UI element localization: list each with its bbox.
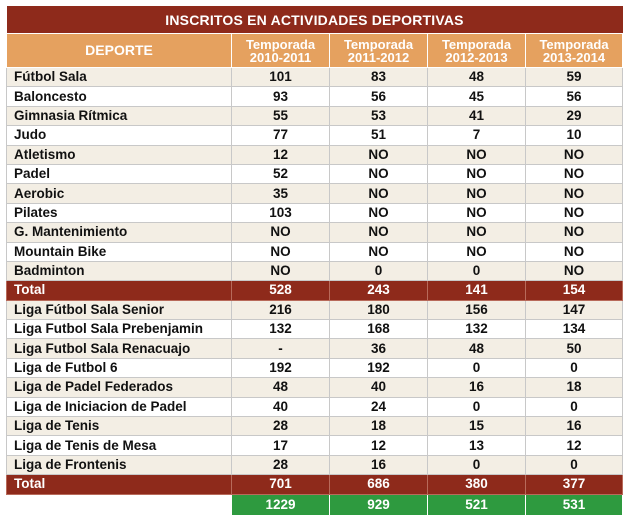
- grand-total-spacer: [7, 494, 232, 515]
- enrollment-value-cell: NO: [232, 261, 330, 280]
- enrollment-value-cell: NO: [330, 223, 428, 242]
- enrollment-value-cell: NO: [526, 184, 623, 203]
- sport-name-cell: Mountain Bike: [7, 242, 232, 261]
- sport-name-cell: Padel: [7, 164, 232, 183]
- table-row: [7, 378, 623, 397]
- table-row: [7, 145, 623, 164]
- enrollment-value-cell: NO: [330, 184, 428, 203]
- enrollment-value-cell: 7: [428, 126, 526, 145]
- enrollment-value-cell: 55: [232, 106, 330, 125]
- table-row: [7, 455, 623, 474]
- total-value-cell: 380: [428, 475, 526, 494]
- table-row: [7, 106, 623, 125]
- enrollment-value-cell: 16: [330, 455, 428, 474]
- enrollment-value-cell: 132: [232, 320, 330, 339]
- table-row: [7, 164, 623, 183]
- header-season-2011-2012: Temporada 2011-2012: [330, 34, 428, 68]
- sport-name-cell: Liga de Tenis de Mesa: [7, 436, 232, 455]
- enrollment-value-cell: 28: [232, 417, 330, 436]
- enrollment-value-cell: 16: [526, 417, 623, 436]
- enrollment-value-cell: NO: [526, 242, 623, 261]
- enrollment-value-cell: 28: [232, 455, 330, 474]
- enrollment-value-cell: 0: [428, 261, 526, 280]
- enrollment-value-cell: 0: [428, 397, 526, 416]
- enrollment-value-cell: NO: [428, 164, 526, 183]
- sport-name-cell: Pilates: [7, 203, 232, 222]
- grand-total-value-cell: 521: [428, 494, 526, 515]
- total-value-cell: 701: [232, 475, 330, 494]
- enrollment-value-cell: NO: [330, 203, 428, 222]
- table-row: [7, 397, 623, 416]
- enrollment-value-cell: NO: [330, 164, 428, 183]
- enrollment-value-cell: 52: [232, 164, 330, 183]
- enrollment-value-cell: 40: [330, 378, 428, 397]
- table-row: [7, 358, 623, 377]
- total-label: Total: [7, 475, 232, 494]
- enrollment-value-cell: NO: [232, 242, 330, 261]
- enrollment-value-cell: 101: [232, 68, 330, 87]
- grand-total-value-cell: 531: [526, 494, 623, 515]
- header-season-2013-2014: Temporada 2013-2014: [526, 34, 623, 68]
- enrollment-value-cell: 77: [232, 126, 330, 145]
- enrollment-value-cell: NO: [526, 223, 623, 242]
- grand-total-value-cell: 929: [330, 494, 428, 515]
- enrollment-value-cell: 18: [330, 417, 428, 436]
- enrollment-value-cell: 13: [428, 436, 526, 455]
- enrollment-value-cell: NO: [232, 223, 330, 242]
- enrollment-value-cell: 134: [526, 320, 623, 339]
- enrollment-value-cell: 29: [526, 106, 623, 125]
- enrollment-value-cell: 180: [330, 300, 428, 319]
- total-label: Total: [7, 281, 232, 300]
- enrollment-value-cell: NO: [428, 242, 526, 261]
- enrollment-value-cell: 0: [526, 455, 623, 474]
- sport-name-cell: Liga Fútbol Sala Senior: [7, 300, 232, 319]
- enrollment-value-cell: 103: [232, 203, 330, 222]
- sports-enrollment-table-container: [6, 6, 622, 516]
- enrollment-value-cell: 192: [330, 358, 428, 377]
- total-row-leagues: [7, 475, 623, 494]
- header-season-2010-2011: Temporada 2010-2011: [232, 34, 330, 68]
- enrollment-value-cell: 35: [232, 184, 330, 203]
- sport-name-cell: Badminton: [7, 261, 232, 280]
- grand-total-row: [7, 494, 623, 515]
- enrollment-value-cell: 10: [526, 126, 623, 145]
- enrollment-value-cell: 48: [428, 68, 526, 87]
- table-row: [7, 242, 623, 261]
- enrollment-value-cell: 0: [428, 358, 526, 377]
- enrollment-value-cell: 56: [330, 87, 428, 106]
- enrollment-value-cell: 12: [526, 436, 623, 455]
- enrollment-value-cell: 51: [330, 126, 428, 145]
- enrollment-value-cell: 93: [232, 87, 330, 106]
- total-value-cell: 154: [526, 281, 623, 300]
- enrollment-value-cell: 0: [526, 358, 623, 377]
- enrollment-value-cell: 168: [330, 320, 428, 339]
- total-value-cell: 528: [232, 281, 330, 300]
- enrollment-value-cell: 18: [526, 378, 623, 397]
- enrollment-value-cell: 48: [428, 339, 526, 358]
- grand-total-value-cell: 1229: [232, 494, 330, 515]
- table-body: [7, 68, 623, 516]
- enrollment-value-cell: 56: [526, 87, 623, 106]
- enrollment-value-cell: -: [232, 339, 330, 358]
- sport-name-cell: Liga de Padel Federados: [7, 378, 232, 397]
- sport-name-cell: Aerobic: [7, 184, 232, 203]
- table-row: [7, 87, 623, 106]
- enrollment-value-cell: NO: [330, 242, 428, 261]
- enrollment-value-cell: 132: [428, 320, 526, 339]
- table-row: [7, 436, 623, 455]
- table-row: [7, 203, 623, 222]
- enrollment-value-cell: NO: [428, 145, 526, 164]
- table-row: [7, 320, 623, 339]
- table-row: [7, 223, 623, 242]
- enrollment-value-cell: 59: [526, 68, 623, 87]
- sport-name-cell: Liga Futbol Sala Prebenjamin: [7, 320, 232, 339]
- enrollment-value-cell: 0: [526, 397, 623, 416]
- header-deporte: DEPORTE: [7, 34, 232, 68]
- total-value-cell: 686: [330, 475, 428, 494]
- table-row: [7, 68, 623, 87]
- sport-name-cell: Fútbol Sala: [7, 68, 232, 87]
- table-row: [7, 261, 623, 280]
- enrollment-value-cell: 147: [526, 300, 623, 319]
- enrollment-value-cell: NO: [428, 223, 526, 242]
- enrollment-value-cell: 17: [232, 436, 330, 455]
- enrollment-value-cell: NO: [428, 203, 526, 222]
- sport-name-cell: Judo: [7, 126, 232, 145]
- header-season-2012-2013: Temporada 2012-2013: [428, 34, 526, 68]
- sport-name-cell: Liga de Tenis: [7, 417, 232, 436]
- enrollment-value-cell: NO: [526, 164, 623, 183]
- enrollment-value-cell: NO: [428, 184, 526, 203]
- sports-enrollment-table: [6, 6, 623, 516]
- sport-name-cell: Liga de Futbol 6: [7, 358, 232, 377]
- sport-name-cell: G. Mantenimiento: [7, 223, 232, 242]
- enrollment-value-cell: 0: [330, 261, 428, 280]
- enrollment-value-cell: 216: [232, 300, 330, 319]
- sport-name-cell: Gimnasia Rítmica: [7, 106, 232, 125]
- total-row-activities: [7, 281, 623, 300]
- table-row: [7, 184, 623, 203]
- table-row: [7, 339, 623, 358]
- enrollment-value-cell: 41: [428, 106, 526, 125]
- enrollment-value-cell: 24: [330, 397, 428, 416]
- enrollment-value-cell: NO: [526, 145, 623, 164]
- enrollment-value-cell: NO: [526, 261, 623, 280]
- sport-name-cell: Liga de Iniciacion de Padel: [7, 397, 232, 416]
- sport-name-cell: Liga de Frontenis: [7, 455, 232, 474]
- sport-name-cell: Baloncesto: [7, 87, 232, 106]
- enrollment-value-cell: 12: [232, 145, 330, 164]
- enrollment-value-cell: 15: [428, 417, 526, 436]
- table-row: [7, 126, 623, 145]
- enrollment-value-cell: 40: [232, 397, 330, 416]
- header-row: [7, 34, 623, 68]
- enrollment-value-cell: NO: [526, 203, 623, 222]
- total-value-cell: 243: [330, 281, 428, 300]
- enrollment-value-cell: 12: [330, 436, 428, 455]
- enrollment-value-cell: 53: [330, 106, 428, 125]
- total-value-cell: 141: [428, 281, 526, 300]
- table-title: INSCRITOS EN ACTIVIDADES DEPORTIVAS: [7, 6, 623, 34]
- enrollment-value-cell: 48: [232, 378, 330, 397]
- enrollment-value-cell: 0: [428, 455, 526, 474]
- sport-name-cell: Atletismo: [7, 145, 232, 164]
- total-value-cell: 377: [526, 475, 623, 494]
- enrollment-value-cell: 192: [232, 358, 330, 377]
- table-row: [7, 417, 623, 436]
- enrollment-value-cell: 156: [428, 300, 526, 319]
- table-row: [7, 300, 623, 319]
- enrollment-value-cell: 50: [526, 339, 623, 358]
- enrollment-value-cell: 36: [330, 339, 428, 358]
- enrollment-value-cell: 45: [428, 87, 526, 106]
- enrollment-value-cell: 16: [428, 378, 526, 397]
- enrollment-value-cell: 83: [330, 68, 428, 87]
- sport-name-cell: Liga Futbol Sala Renacuajo: [7, 339, 232, 358]
- enrollment-value-cell: NO: [330, 145, 428, 164]
